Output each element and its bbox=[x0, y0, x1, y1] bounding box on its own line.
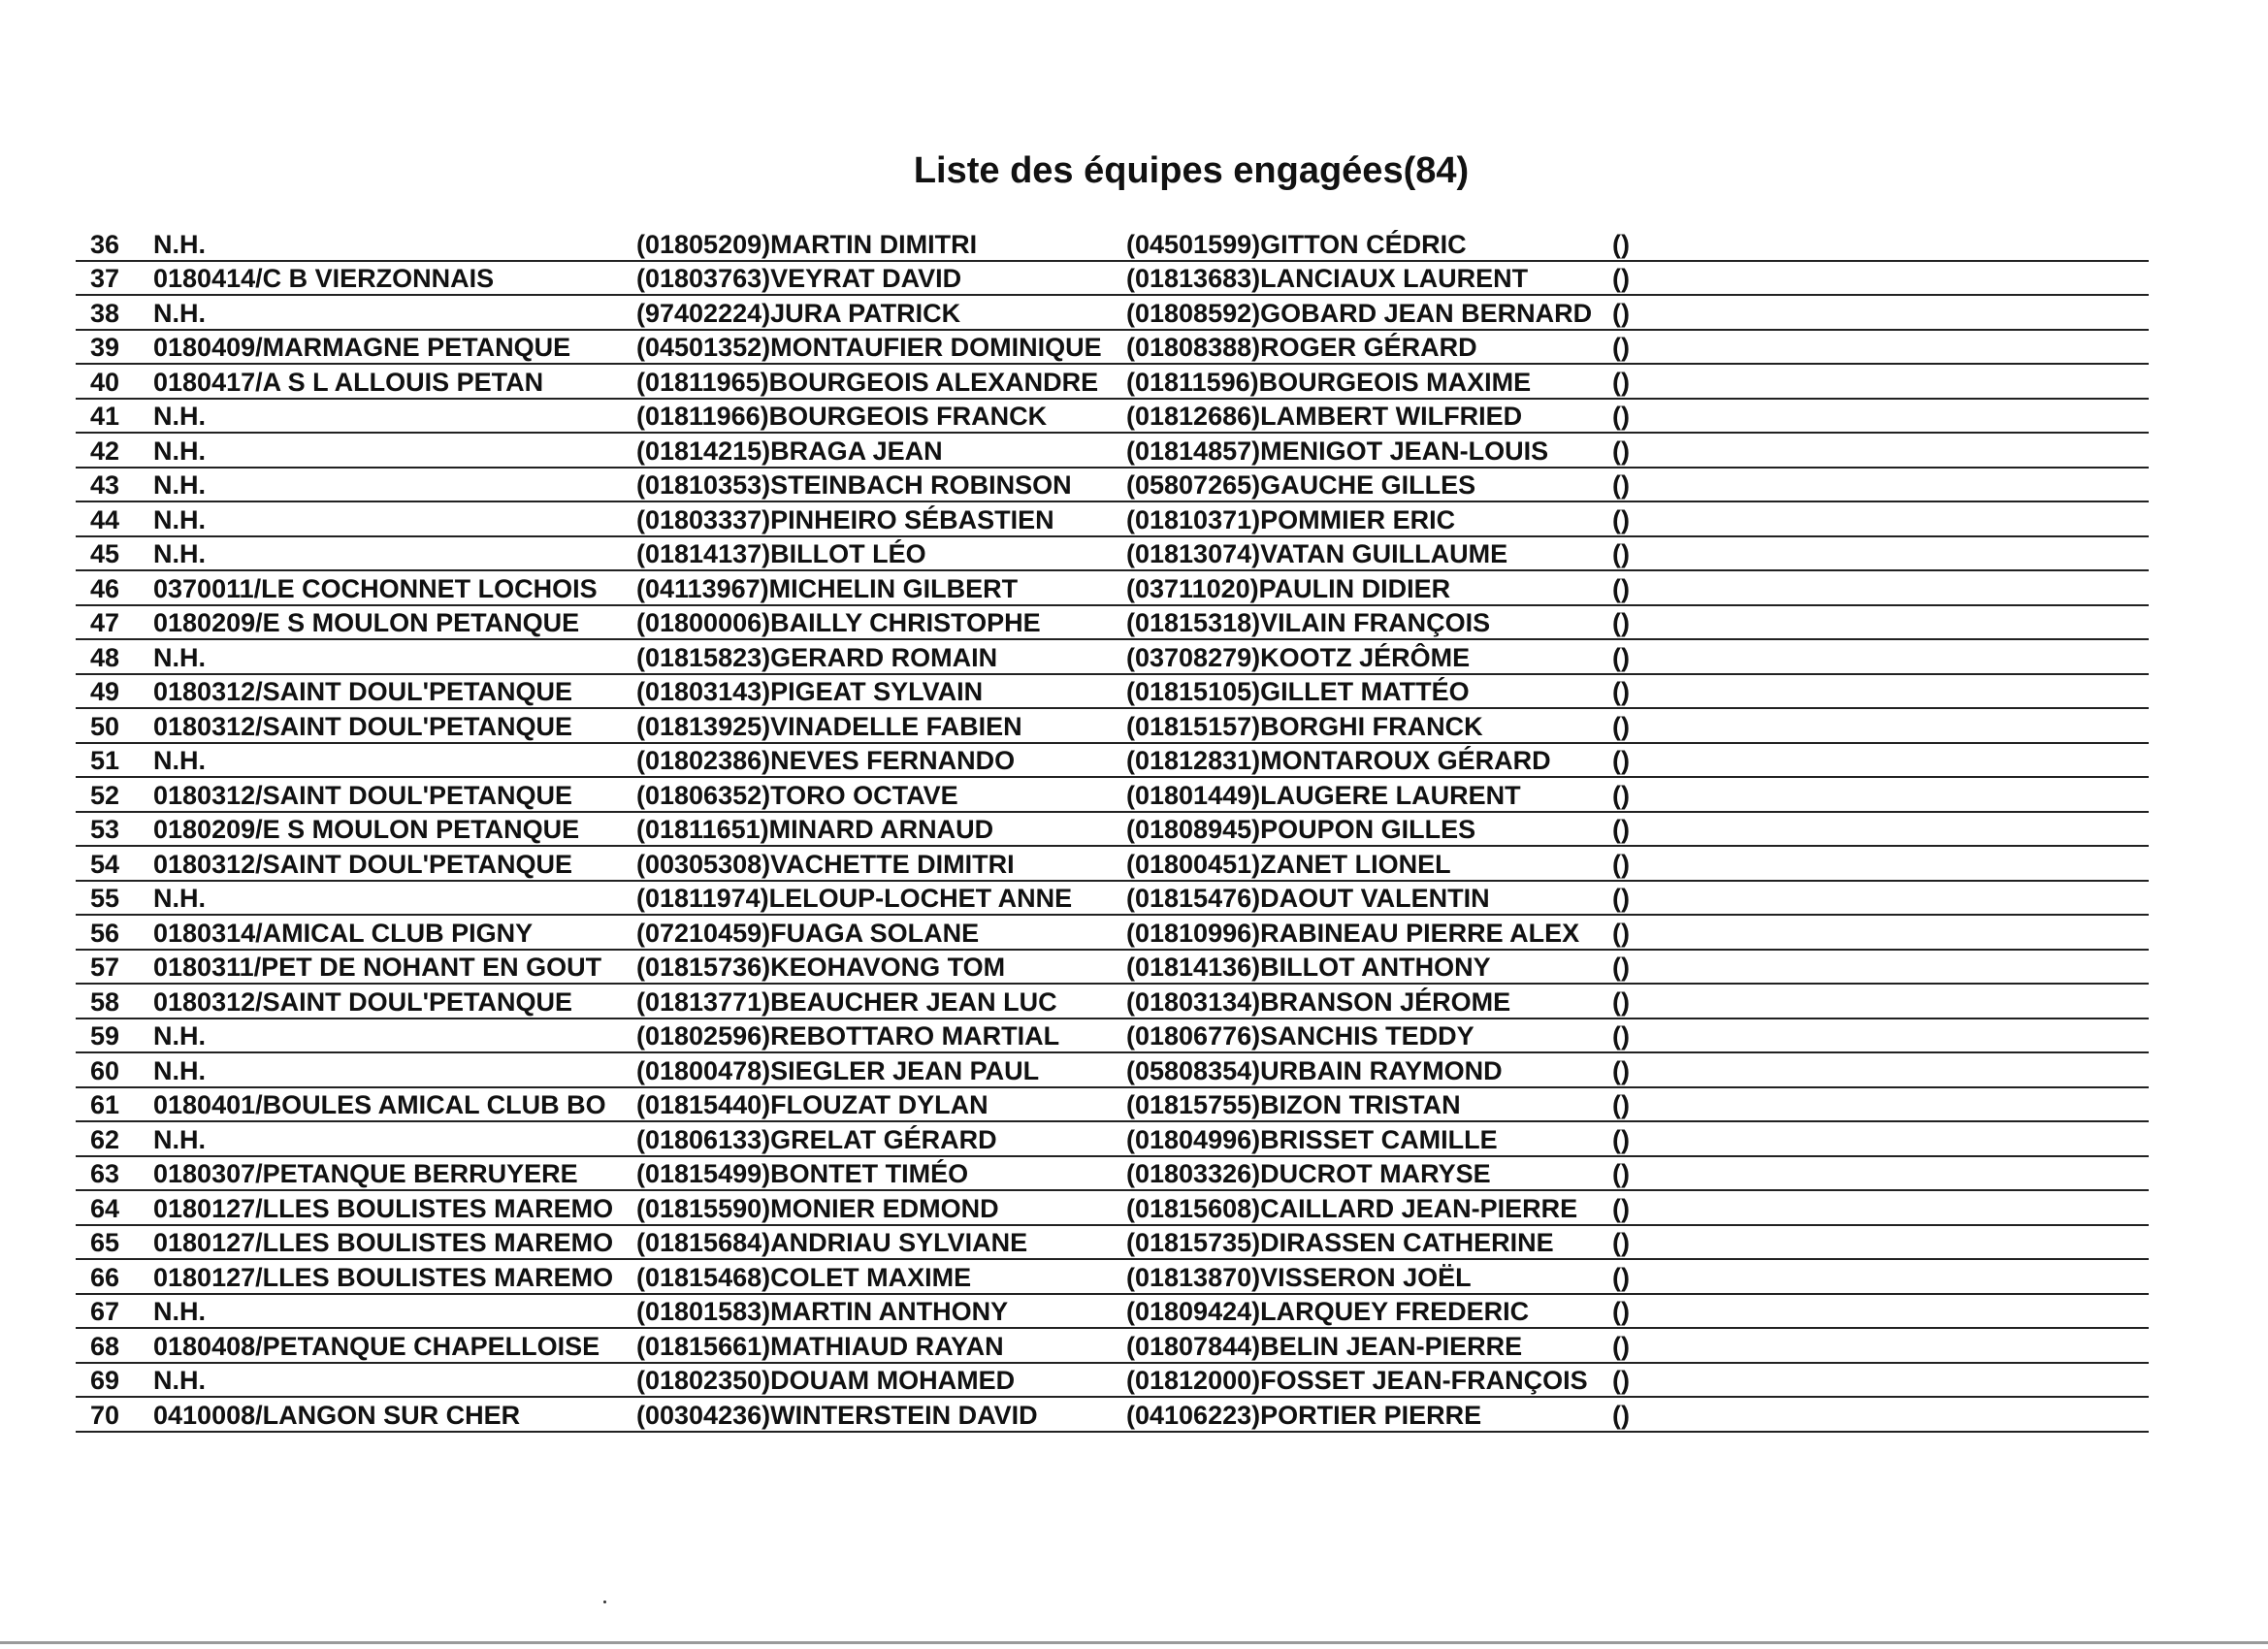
team-player-3: () bbox=[1612, 1297, 1630, 1326]
team-player-2: (01812831)MONTAROUX GÉRARD bbox=[1126, 746, 1551, 775]
team-club: N.H. bbox=[153, 746, 206, 775]
team-player-1: (01814215)BRAGA JEAN bbox=[636, 436, 943, 466]
team-player-2: (01815755)BIZON TRISTAN bbox=[1126, 1090, 1461, 1119]
team-player-3: () bbox=[1612, 539, 1630, 568]
table-row bbox=[76, 227, 2149, 262]
table-row bbox=[76, 1053, 2149, 1088]
team-number: 70 bbox=[89, 1400, 120, 1430]
team-club: 0180312/SAINT DOUL'PETANQUE bbox=[153, 780, 573, 810]
team-number: 69 bbox=[89, 1366, 120, 1395]
table-row bbox=[76, 951, 2149, 986]
team-player-1: (01813771)BEAUCHER JEAN LUC bbox=[636, 986, 1057, 1017]
table-row bbox=[76, 709, 2149, 744]
table-row bbox=[76, 502, 2149, 537]
team-player-2: (01800451)ZANET LIONEL bbox=[1126, 849, 1451, 879]
team-number: 64 bbox=[89, 1193, 120, 1223]
table-row bbox=[76, 1295, 2149, 1330]
team-club: N.H. bbox=[153, 1124, 206, 1154]
team-player-1: (01814137)BILLOT LÉO bbox=[636, 539, 926, 568]
team-player-1: (01801583)MARTIN ANTHONY bbox=[636, 1297, 1009, 1326]
team-player-2: (03711020)PAULIN DIDIER bbox=[1126, 573, 1451, 603]
team-player-3: () bbox=[1612, 504, 1630, 534]
team-club: 0180312/SAINT DOUL'PETANQUE bbox=[153, 986, 573, 1017]
team-player-2: (01803134)BRANSON JÉROME bbox=[1126, 986, 1511, 1017]
team-player-3: () bbox=[1612, 1228, 1630, 1257]
table-row bbox=[76, 400, 2149, 435]
team-player-2: (01808388)ROGER GÉRARD bbox=[1126, 333, 1477, 362]
team-player-1: (01811965)BOURGEOIS ALEXANDRE bbox=[636, 367, 1099, 397]
team-number: 36 bbox=[89, 229, 120, 259]
team-player-2: (01815735)DIRASSEN CATHERINE bbox=[1126, 1228, 1554, 1257]
team-number: 40 bbox=[89, 367, 120, 397]
team-number: 45 bbox=[89, 539, 120, 568]
table-row bbox=[76, 1226, 2149, 1261]
table-row bbox=[76, 537, 2149, 572]
team-player-3: () bbox=[1612, 711, 1630, 741]
team-player-1: (01802596)REBOTTARO MARTIAL bbox=[636, 1021, 1060, 1051]
team-player-1: (01805209)MARTIN DIMITRI bbox=[636, 229, 978, 259]
table-row bbox=[76, 675, 2149, 710]
table-row bbox=[76, 365, 2149, 400]
team-player-2: (01815476)DAOUT VALENTIN bbox=[1126, 884, 1490, 913]
team-player-2: (04501599)GITTON CÉDRIC bbox=[1126, 229, 1467, 259]
team-player-2: (01811596)BOURGEOIS MAXIME bbox=[1126, 367, 1532, 397]
team-player-3: () bbox=[1612, 436, 1630, 466]
team-player-3: () bbox=[1612, 608, 1630, 637]
table-row bbox=[76, 571, 2149, 606]
table-row bbox=[76, 331, 2149, 366]
team-number: 54 bbox=[89, 849, 120, 879]
team-player-1: (01800478)SIEGLER JEAN PAUL bbox=[636, 1055, 1040, 1085]
table-row bbox=[76, 1157, 2149, 1192]
team-player-3: () bbox=[1612, 677, 1630, 706]
team-player-3: () bbox=[1612, 1262, 1630, 1292]
team-player-2: (03708279)KOOTZ JÉRÔME bbox=[1126, 642, 1471, 672]
table-row bbox=[76, 1019, 2149, 1054]
team-player-2: (01804996)BRISSET CAMILLE bbox=[1126, 1124, 1498, 1154]
team-player-1: (01815823)GERARD ROMAIN bbox=[636, 642, 998, 672]
table-row bbox=[76, 744, 2149, 779]
team-player-3: () bbox=[1612, 918, 1630, 948]
table-row bbox=[76, 640, 2149, 675]
team-player-2: (01812000)FOSSET JEAN-FRANÇOIS bbox=[1126, 1366, 1588, 1395]
team-player-1: (01800006)BAILLY CHRISTOPHE bbox=[636, 608, 1041, 637]
team-number: 43 bbox=[89, 470, 120, 500]
team-player-2: (04106223)PORTIER PIERRE bbox=[1126, 1400, 1482, 1430]
team-player-2: (05807265)GAUCHE GILLES bbox=[1126, 470, 1476, 500]
team-club: N.H. bbox=[153, 884, 206, 913]
teams-table bbox=[76, 227, 2149, 1433]
team-number: 61 bbox=[89, 1090, 120, 1119]
table-row bbox=[76, 606, 2149, 641]
team-player-3: () bbox=[1612, 402, 1630, 431]
team-player-1: (01811651)MINARD ARNAUD bbox=[636, 815, 994, 844]
team-player-3: () bbox=[1612, 1193, 1630, 1223]
team-number: 47 bbox=[89, 608, 120, 637]
team-player-3: () bbox=[1612, 1331, 1630, 1361]
team-player-1: (97402224)JURA PATRICK bbox=[636, 298, 961, 328]
team-number: 53 bbox=[89, 815, 120, 844]
team-number: 46 bbox=[89, 573, 120, 603]
team-player-2: (01809424)LARQUEY FREDERIC bbox=[1126, 1297, 1530, 1326]
team-club: 0410008/LANGON SUR CHER bbox=[153, 1400, 521, 1430]
team-player-3: () bbox=[1612, 815, 1630, 844]
team-player-1: (00305308)VACHETTE DIMITRI bbox=[636, 849, 1015, 879]
team-player-3: () bbox=[1612, 367, 1630, 397]
table-row bbox=[76, 1122, 2149, 1157]
team-number: 67 bbox=[89, 1297, 120, 1326]
team-number: 51 bbox=[89, 746, 120, 775]
team-player-1: (01806352)TORO OCTAVE bbox=[636, 780, 958, 810]
team-player-3: () bbox=[1612, 573, 1630, 603]
team-club: N.H. bbox=[153, 504, 206, 534]
team-player-1: (07210459)FUAGA SOLANE bbox=[636, 918, 980, 948]
team-player-1: (01815590)MONIER EDMOND bbox=[636, 1193, 999, 1223]
team-number: 49 bbox=[89, 677, 120, 706]
team-number: 68 bbox=[89, 1331, 120, 1361]
team-club: 0180408/PETANQUE CHAPELLOISE bbox=[153, 1331, 600, 1361]
team-player-3: () bbox=[1612, 1366, 1630, 1395]
team-player-1: (01815440)FLOUZAT DYLAN bbox=[636, 1090, 988, 1119]
table-row bbox=[76, 847, 2149, 882]
team-club: 0180312/SAINT DOUL'PETANQUE bbox=[153, 711, 573, 741]
team-number: 62 bbox=[89, 1124, 120, 1154]
page-title-text: Liste des équipes engagées(84) bbox=[913, 150, 1470, 191]
team-club: N.H. bbox=[153, 470, 206, 500]
team-number: 60 bbox=[89, 1055, 120, 1085]
team-club: N.H. bbox=[153, 298, 206, 328]
team-player-1: (01815468)COLET MAXIME bbox=[636, 1262, 972, 1292]
team-club: 0180127/LLES BOULISTES MAREMO bbox=[153, 1262, 614, 1292]
team-player-3: () bbox=[1612, 229, 1630, 259]
team-club: N.H. bbox=[153, 1297, 206, 1326]
team-club: 0180209/E S MOULON PETANQUE bbox=[153, 608, 580, 637]
team-player-1: (01811966)BOURGEOIS FRANCK bbox=[636, 402, 1048, 431]
table-row bbox=[76, 1364, 2149, 1399]
team-number: 56 bbox=[89, 918, 120, 948]
team-player-2: (01801449)LAUGERE LAURENT bbox=[1126, 780, 1521, 810]
team-number: 57 bbox=[89, 953, 120, 982]
team-player-1: (01813925)VINADELLE FABIEN bbox=[636, 711, 1022, 741]
team-player-2: (01814136)BILLOT ANTHONY bbox=[1126, 953, 1491, 982]
table-row bbox=[76, 262, 2149, 297]
team-player-1: (01815684)ANDRIAU SYLVIANE bbox=[636, 1228, 1028, 1257]
team-player-2: (05808354)URBAIN RAYMOND bbox=[1126, 1055, 1503, 1085]
team-player-1: (01811974)LELOUP-LOCHET ANNE bbox=[636, 884, 1073, 913]
team-club: 0180401/BOULES AMICAL CLUB BO bbox=[153, 1090, 606, 1119]
table-row bbox=[76, 1088, 2149, 1123]
team-number: 50 bbox=[89, 711, 120, 741]
team-player-3: () bbox=[1612, 1124, 1630, 1154]
team-number: 44 bbox=[89, 504, 120, 534]
team-player-1: (01810353)STEINBACH ROBINSON bbox=[636, 470, 1072, 500]
team-player-1: (01802350)DOUAM MOHAMED bbox=[636, 1366, 1016, 1395]
table-row bbox=[76, 916, 2149, 951]
team-player-1: (04113967)MICHELIN GILBERT bbox=[636, 573, 1019, 603]
team-number: 55 bbox=[89, 884, 120, 913]
team-club: 0180417/A S L ALLOUIS PETAN bbox=[153, 367, 544, 397]
team-player-1: (01815499)BONTET TIMÉO bbox=[636, 1159, 969, 1188]
team-number: 66 bbox=[89, 1262, 120, 1292]
team-player-2: (01814857)MENIGOT JEAN-LOUIS bbox=[1126, 436, 1549, 466]
team-club: N.H. bbox=[153, 1055, 206, 1085]
team-player-3: () bbox=[1612, 1055, 1630, 1085]
team-player-1: (00304236)WINTERSTEIN DAVID bbox=[636, 1400, 1038, 1430]
team-player-1: (01803763)VEYRAT DAVID bbox=[636, 264, 962, 293]
team-player-3: () bbox=[1612, 780, 1630, 810]
team-player-3: () bbox=[1612, 1400, 1630, 1430]
team-player-1: (01803143)PIGEAT SYLVAIN bbox=[636, 677, 984, 706]
team-number: 38 bbox=[89, 298, 120, 328]
table-row bbox=[76, 985, 2149, 1019]
team-number: 37 bbox=[89, 264, 120, 293]
team-player-2: (01810996)RABINEAU PIERRE ALEX bbox=[1126, 918, 1580, 948]
table-row bbox=[76, 434, 2149, 469]
team-club: 0180312/SAINT DOUL'PETANQUE bbox=[153, 677, 573, 706]
team-player-2: (01813074)VATAN GUILLAUME bbox=[1126, 539, 1508, 568]
table-row bbox=[76, 1260, 2149, 1295]
scan-edge-line bbox=[0, 1641, 2268, 1644]
table-row bbox=[76, 1329, 2149, 1364]
team-number: 42 bbox=[89, 436, 120, 466]
team-player-2: (01815608)CAILLARD JEAN-PIERRE bbox=[1126, 1193, 1578, 1223]
team-club: 0180209/E S MOULON PETANQUE bbox=[153, 815, 580, 844]
table-row bbox=[76, 1191, 2149, 1226]
team-player-3: () bbox=[1612, 986, 1630, 1017]
team-player-1: (01803337)PINHEIRO SÉBASTIEN bbox=[636, 504, 1054, 534]
team-number: 41 bbox=[89, 402, 120, 431]
team-player-2: (01803326)DUCROT MARYSE bbox=[1126, 1159, 1491, 1188]
team-player-3: () bbox=[1612, 470, 1630, 500]
team-club: 0180409/MARMAGNE PETANQUE bbox=[153, 333, 571, 362]
team-player-2: (01807844)BELIN JEAN-PIERRE bbox=[1126, 1331, 1523, 1361]
team-player-3: () bbox=[1612, 264, 1630, 293]
team-number: 65 bbox=[89, 1228, 120, 1257]
team-player-1: (01802386)NEVES FERNANDO bbox=[636, 746, 1016, 775]
team-player-2: (01808945)POUPON GILLES bbox=[1126, 815, 1476, 844]
team-number: 48 bbox=[89, 642, 120, 672]
team-club: N.H. bbox=[153, 402, 206, 431]
team-number: 59 bbox=[89, 1021, 120, 1051]
table-row bbox=[76, 1398, 2149, 1433]
team-club: N.H. bbox=[153, 1366, 206, 1395]
team-player-3: () bbox=[1612, 1090, 1630, 1119]
team-player-2: (01813683)LANCIAUX LAURENT bbox=[1126, 264, 1529, 293]
team-player-3: () bbox=[1612, 298, 1630, 328]
team-player-3: () bbox=[1612, 1021, 1630, 1051]
team-club: N.H. bbox=[153, 436, 206, 466]
team-player-3: () bbox=[1612, 884, 1630, 913]
team-club: 0180314/AMICAL CLUB PIGNY bbox=[153, 918, 534, 948]
team-player-2: (01812686)LAMBERT WILFRIED bbox=[1126, 402, 1523, 431]
team-player-2: (01810371)POMMIER ERIC bbox=[1126, 504, 1456, 534]
table-row bbox=[76, 813, 2149, 848]
team-club: 0180127/LLES BOULISTES MAREMO bbox=[153, 1193, 614, 1223]
team-club: 0180127/LLES BOULISTES MAREMO bbox=[153, 1228, 614, 1257]
scan-speck bbox=[603, 1600, 606, 1603]
table-row bbox=[76, 469, 2149, 503]
team-player-3: () bbox=[1612, 1159, 1630, 1188]
team-player-3: () bbox=[1612, 953, 1630, 982]
table-row bbox=[76, 296, 2149, 331]
team-player-2: (01815318)VILAIN FRANÇOIS bbox=[1126, 608, 1491, 637]
team-player-3: () bbox=[1612, 642, 1630, 672]
team-club: 0180307/PETANQUE BERRUYERE bbox=[153, 1159, 578, 1188]
team-player-3: () bbox=[1612, 849, 1630, 879]
team-club: N.H. bbox=[153, 229, 206, 259]
team-club: 0180312/SAINT DOUL'PETANQUE bbox=[153, 849, 573, 879]
team-player-3: () bbox=[1612, 333, 1630, 362]
team-club: 0180414/C B VIERZONNAIS bbox=[153, 264, 495, 293]
team-number: 63 bbox=[89, 1159, 120, 1188]
team-player-2: (01808592)GOBARD JEAN BERNARD bbox=[1126, 298, 1593, 328]
team-player-2: (01813870)VISSERON JOËL bbox=[1126, 1262, 1472, 1292]
team-club: N.H. bbox=[153, 642, 206, 672]
team-player-3: () bbox=[1612, 746, 1630, 775]
table-row bbox=[76, 882, 2149, 917]
team-number: 52 bbox=[89, 780, 120, 810]
team-club: 0180311/PET DE NOHANT EN GOUT bbox=[153, 953, 602, 982]
team-number: 58 bbox=[89, 986, 120, 1017]
team-number: 39 bbox=[89, 333, 120, 362]
team-player-2: (01806776)SANCHIS TEDDY bbox=[1126, 1021, 1474, 1051]
team-player-1: (04501352)MONTAUFIER DOMINIQUE bbox=[636, 333, 1102, 362]
team-player-1: (01815661)MATHIAUD RAYAN bbox=[636, 1331, 1004, 1361]
table-row bbox=[76, 778, 2149, 813]
page-title bbox=[0, 147, 2268, 194]
team-club: N.H. bbox=[153, 539, 206, 568]
team-club: N.H. bbox=[153, 1021, 206, 1051]
team-player-1: (01815736)KEOHAVONG TOM bbox=[636, 953, 1006, 982]
team-player-2: (01815157)BORGHI FRANCK bbox=[1126, 711, 1483, 741]
team-club: 0370011/LE COCHONNET LOCHOIS bbox=[153, 573, 598, 603]
team-player-1: (01806133)GRELAT GÉRARD bbox=[636, 1124, 997, 1154]
team-player-2: (01815105)GILLET MATTÉO bbox=[1126, 677, 1470, 706]
